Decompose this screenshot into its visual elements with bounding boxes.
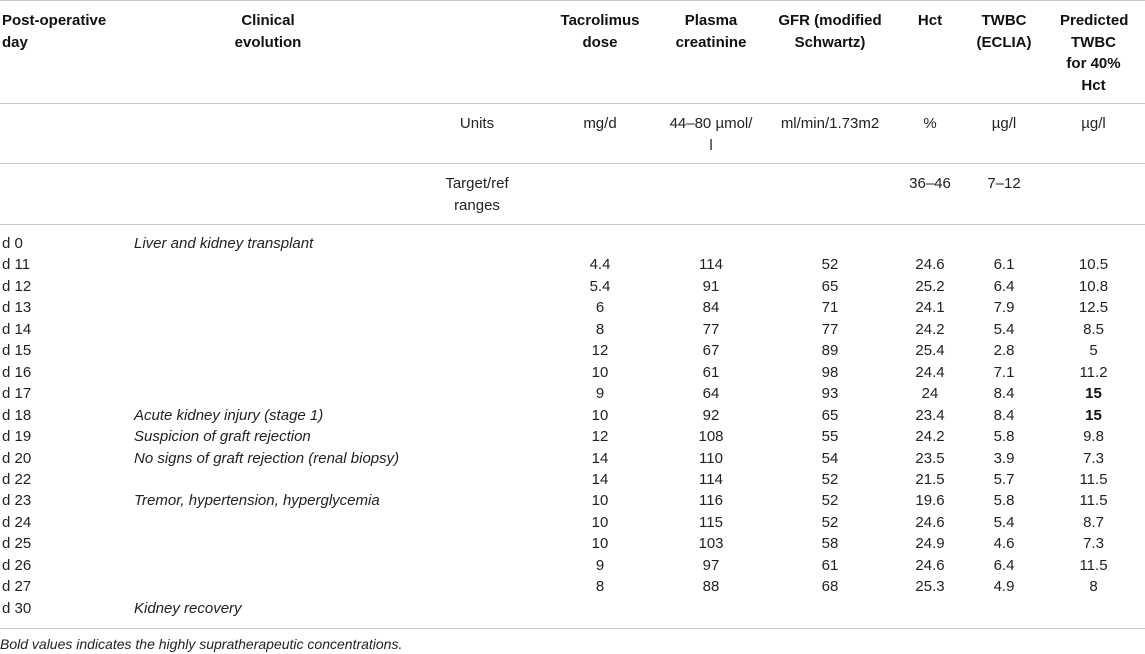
units-day-blank <box>0 113 130 163</box>
cell-gfr: 93 <box>821 385 839 403</box>
table-row <box>0 254 1145 275</box>
cell-gfr: 98 <box>821 363 839 381</box>
table-row <box>0 490 1145 511</box>
header-label-blank <box>406 10 548 103</box>
cell-hct: 24.2 <box>915 320 945 338</box>
cell-day: d 19 <box>2 428 32 446</box>
cell-creatinine: 97 <box>702 556 720 574</box>
cell-clinical: Suspicion of graft rejection <box>134 428 311 446</box>
ranges-predicted-blank <box>1038 173 1145 224</box>
cell-creatinine <box>652 233 770 254</box>
table-row <box>0 233 1145 254</box>
cell-twbc: 7.9 <box>993 299 1015 317</box>
cell-creatinine: 61 <box>702 363 720 381</box>
cell-clinical <box>130 340 406 361</box>
cell-twbc: 5.7 <box>993 470 1015 488</box>
cell-label <box>406 426 548 447</box>
cell-twbc: 5.4 <box>993 320 1015 338</box>
cell-predicted: 8 <box>1089 578 1098 596</box>
cell-tacrolimus: 10 <box>591 492 609 510</box>
cell-hct <box>890 233 970 254</box>
cell-gfr: 71 <box>821 299 839 317</box>
cell-label <box>406 297 548 318</box>
cell-day: d 27 <box>2 578 32 596</box>
cell-creatinine: 77 <box>702 320 720 338</box>
ranges-label-cell <box>406 173 548 224</box>
cell-gfr: 55 <box>821 428 839 446</box>
cell-day: d 25 <box>2 535 32 553</box>
cell-day: d 16 <box>2 363 32 381</box>
table-footnote: Bold values indicates the highly supratherapeutic concentrations. <box>0 636 403 652</box>
cell-tacrolimus <box>548 598 652 619</box>
cell-label <box>406 254 548 275</box>
cell-day: d 24 <box>2 513 32 531</box>
units-tacrolimus: mg/d <box>583 115 617 132</box>
cell-tacrolimus <box>548 233 652 254</box>
units-twbc: µg/l <box>991 115 1017 132</box>
cell-creatinine: 115 <box>699 513 723 531</box>
header-hct: Hct <box>917 12 943 29</box>
cell-tacrolimus: 14 <box>591 449 609 467</box>
header-gfr: GFR (modified Schwartz) <box>778 12 882 51</box>
ranges-label: Target/ref ranges <box>445 175 509 214</box>
units-label: Units <box>459 115 495 132</box>
cell-clinical: Acute kidney injury (stage 1) <box>134 406 324 424</box>
cell-hct: 24.6 <box>915 556 945 574</box>
cell-clinical <box>130 469 406 490</box>
units-hct: % <box>923 115 937 132</box>
cell-predicted <box>1038 233 1145 254</box>
cell-clinical <box>130 555 406 576</box>
cell-twbc: 6.1 <box>993 256 1015 274</box>
cell-creatinine: 84 <box>702 299 720 317</box>
cell-gfr: 65 <box>821 406 839 424</box>
cell-label <box>406 576 548 597</box>
cell-predicted: 7.3 <box>1083 535 1104 553</box>
cell-tacrolimus: 10 <box>591 406 609 424</box>
cell-label <box>406 469 548 490</box>
table-row <box>0 340 1145 361</box>
cell-predicted: 12.5 <box>1078 299 1109 317</box>
cell-hct: 25.3 <box>915 578 945 596</box>
cell-tacrolimus: 10 <box>591 513 609 531</box>
units-creatinine-cell <box>652 113 770 163</box>
cell-clinical <box>130 254 406 275</box>
cell-twbc: 5.8 <box>993 428 1015 446</box>
cell-creatinine: 114 <box>699 256 723 274</box>
header-clinical-evolution-cell <box>130 10 406 103</box>
units-row <box>0 104 1145 164</box>
cell-gfr <box>770 598 890 619</box>
cell-predicted: 15 <box>1085 385 1102 403</box>
cell-creatinine <box>652 598 770 619</box>
cell-creatinine: 110 <box>699 449 723 467</box>
cell-label <box>406 448 548 469</box>
cell-clinical: Tremor, hypertension, hyperglycemia <box>134 492 380 510</box>
cell-hct: 19.6 <box>915 492 945 510</box>
cell-label <box>406 319 548 340</box>
table-row <box>0 448 1145 469</box>
ranges-row <box>0 164 1145 225</box>
cell-twbc: 5.4 <box>993 513 1015 531</box>
cell-predicted: 15 <box>1085 406 1102 424</box>
cell-predicted: 7.3 <box>1083 449 1104 467</box>
cell-day: d 26 <box>2 556 32 574</box>
cell-creatinine: 92 <box>702 406 720 424</box>
cell-day: d 15 <box>2 342 32 360</box>
table-header-row <box>0 0 1145 104</box>
header-twbc: TWBC (ECLIA) <box>976 12 1032 51</box>
table-row <box>0 362 1145 383</box>
table-row <box>0 555 1145 576</box>
header-plasma-creatinine: Plasma creatinine <box>675 12 747 51</box>
cell-clinical: Kidney recovery <box>134 599 242 617</box>
cell-label <box>406 512 548 533</box>
ranges-twbc: 7–12 <box>987 175 1021 192</box>
cell-day: d 17 <box>2 385 32 403</box>
cell-clinical <box>130 383 406 404</box>
cell-predicted: 5 <box>1089 342 1098 360</box>
cell-tacrolimus: 12 <box>591 342 609 360</box>
cell-gfr <box>770 233 890 254</box>
cell-twbc: 7.1 <box>993 363 1015 381</box>
cell-day: d 30 <box>2 599 32 617</box>
cell-clinical <box>130 533 406 554</box>
header-post-operative-day: Post-operative day <box>2 12 107 51</box>
table-row <box>0 469 1145 490</box>
cell-day: d 13 <box>2 299 32 317</box>
cell-day: d 12 <box>2 277 32 295</box>
cell-clinical <box>130 362 406 383</box>
header-predicted-twbc-cell <box>1038 10 1145 103</box>
cell-tacrolimus: 6 <box>595 299 605 317</box>
cell-gfr: 52 <box>821 470 839 488</box>
cell-creatinine: 108 <box>698 428 724 446</box>
cell-twbc <box>970 598 1038 619</box>
units-clinical-blank <box>130 113 406 163</box>
units-predicted: µg/l <box>1081 115 1106 132</box>
cell-clinical <box>130 319 406 340</box>
ranges-creatinine-blank <box>652 173 770 224</box>
cell-hct: 24.2 <box>915 428 945 446</box>
cell-twbc: 8.4 <box>993 385 1015 403</box>
table-row <box>0 405 1145 426</box>
header-clinical-evolution: Clinical evolution <box>234 12 302 51</box>
cell-label <box>406 362 548 383</box>
cell-hct: 25.4 <box>915 342 945 360</box>
cell-label <box>406 405 548 426</box>
cell-twbc: 4.9 <box>993 578 1015 596</box>
cell-day: d 22 <box>2 470 32 488</box>
cell-gfr: 52 <box>821 256 839 274</box>
cell-clinical <box>130 297 406 318</box>
cell-creatinine: 91 <box>702 277 720 295</box>
cell-hct <box>890 598 970 619</box>
table-row <box>0 576 1145 597</box>
cell-creatinine: 67 <box>702 342 720 360</box>
cell-twbc: 3.9 <box>993 449 1015 467</box>
cell-hct: 24.4 <box>915 363 945 381</box>
cell-gfr: 58 <box>821 535 839 553</box>
ranges-gfr-blank <box>770 173 890 224</box>
cell-predicted: 8.7 <box>1083 513 1104 531</box>
cell-tacrolimus: 14 <box>591 470 609 488</box>
cell-label <box>406 490 548 511</box>
cell-label <box>406 555 548 576</box>
cell-predicted: 11.5 <box>1079 470 1108 488</box>
table-row <box>0 276 1145 297</box>
cell-clinical: No signs of graft rejection (renal biopsy) <box>134 449 400 467</box>
cell-hct: 25.2 <box>915 277 945 295</box>
ranges-hct: 36–46 <box>909 175 951 192</box>
cell-hct: 24.6 <box>915 256 945 274</box>
cell-label <box>406 383 548 404</box>
cell-gfr: 54 <box>821 449 839 467</box>
cell-label <box>406 598 548 619</box>
cell-gfr: 77 <box>821 320 839 338</box>
cell-tacrolimus: 8 <box>595 578 605 596</box>
cell-tacrolimus: 12 <box>591 428 609 446</box>
cell-gfr: 68 <box>821 578 839 596</box>
cell-tacrolimus: 9 <box>595 556 605 574</box>
cell-tacrolimus: 5.4 <box>589 277 611 295</box>
header-tacrolimus-dose: Tacrolimus dose <box>560 12 640 51</box>
table-row <box>0 426 1145 447</box>
table-body <box>0 225 1145 629</box>
cell-hct: 23.4 <box>915 406 945 424</box>
cell-gfr: 65 <box>821 277 839 295</box>
cell-clinical <box>130 512 406 533</box>
cell-creatinine: 64 <box>702 385 720 403</box>
cell-gfr: 89 <box>821 342 839 360</box>
cell-clinical <box>130 276 406 297</box>
header-predicted-twbc: Predicted TWBC for 40% Hct <box>1060 12 1129 94</box>
cell-hct: 24.1 <box>915 299 945 317</box>
cell-day: d 11 <box>2 256 31 274</box>
cell-tacrolimus: 9 <box>595 385 605 403</box>
cell-label <box>406 233 548 254</box>
cell-hct: 24 <box>921 385 939 403</box>
table-row <box>0 533 1145 554</box>
cell-twbc: 5.8 <box>993 492 1015 510</box>
cell-predicted <box>1038 598 1145 619</box>
cell-label <box>406 340 548 361</box>
table-row <box>0 512 1145 533</box>
cell-twbc: 8.4 <box>993 406 1015 424</box>
cell-day: d 14 <box>2 320 32 338</box>
cell-twbc: 4.6 <box>993 535 1015 553</box>
cell-creatinine: 114 <box>699 470 723 488</box>
cell-tacrolimus: 10 <box>591 535 609 553</box>
cell-predicted: 10.5 <box>1078 256 1109 274</box>
cell-clinical: Liver and kidney transplant <box>134 235 314 252</box>
cell-day: d 0 <box>2 235 23 252</box>
table-row <box>0 297 1145 318</box>
table-row <box>0 319 1145 340</box>
units-creatinine: 44–80 µmol/l <box>669 115 753 154</box>
cell-twbc: 6.4 <box>993 556 1015 574</box>
cell-hct: 24.6 <box>915 513 945 531</box>
cell-twbc: 2.8 <box>993 342 1015 360</box>
cell-clinical <box>130 576 406 597</box>
cell-hct: 23.5 <box>915 449 945 467</box>
cell-predicted: 9.8 <box>1083 428 1104 446</box>
cell-creatinine: 116 <box>699 492 723 510</box>
cell-day: d 20 <box>2 449 32 467</box>
cell-predicted: 11.2 <box>1079 363 1108 381</box>
cell-hct: 24.9 <box>915 535 945 553</box>
cell-predicted: 10.8 <box>1078 277 1109 295</box>
cell-twbc: 6.4 <box>993 277 1015 295</box>
ranges-day-blank <box>0 173 130 224</box>
cell-label <box>406 533 548 554</box>
cell-gfr: 61 <box>821 556 839 574</box>
cell-hct: 21.5 <box>915 470 945 488</box>
cell-tacrolimus: 10 <box>591 363 609 381</box>
cell-gfr: 52 <box>821 492 839 510</box>
cell-twbc <box>970 233 1038 254</box>
cell-creatinine: 103 <box>698 535 724 553</box>
cell-gfr: 52 <box>821 513 839 531</box>
cell-predicted: 11.5 <box>1079 556 1108 574</box>
cell-tacrolimus: 8 <box>595 320 605 338</box>
table-row <box>0 598 1145 619</box>
cell-day: d 18 <box>2 406 32 424</box>
cell-day: d 23 <box>2 492 32 510</box>
units-gfr: ml/min/1.73m2 <box>780 115 880 132</box>
cell-label <box>406 276 548 297</box>
cell-creatinine: 88 <box>702 578 720 596</box>
cell-tacrolimus: 4.4 <box>589 256 611 274</box>
ranges-clinical-blank <box>130 173 406 224</box>
cell-predicted: 8.5 <box>1083 320 1104 338</box>
cell-predicted: 11.5 <box>1079 492 1108 510</box>
ranges-tacrolimus-blank <box>548 173 652 224</box>
table-row <box>0 383 1145 404</box>
